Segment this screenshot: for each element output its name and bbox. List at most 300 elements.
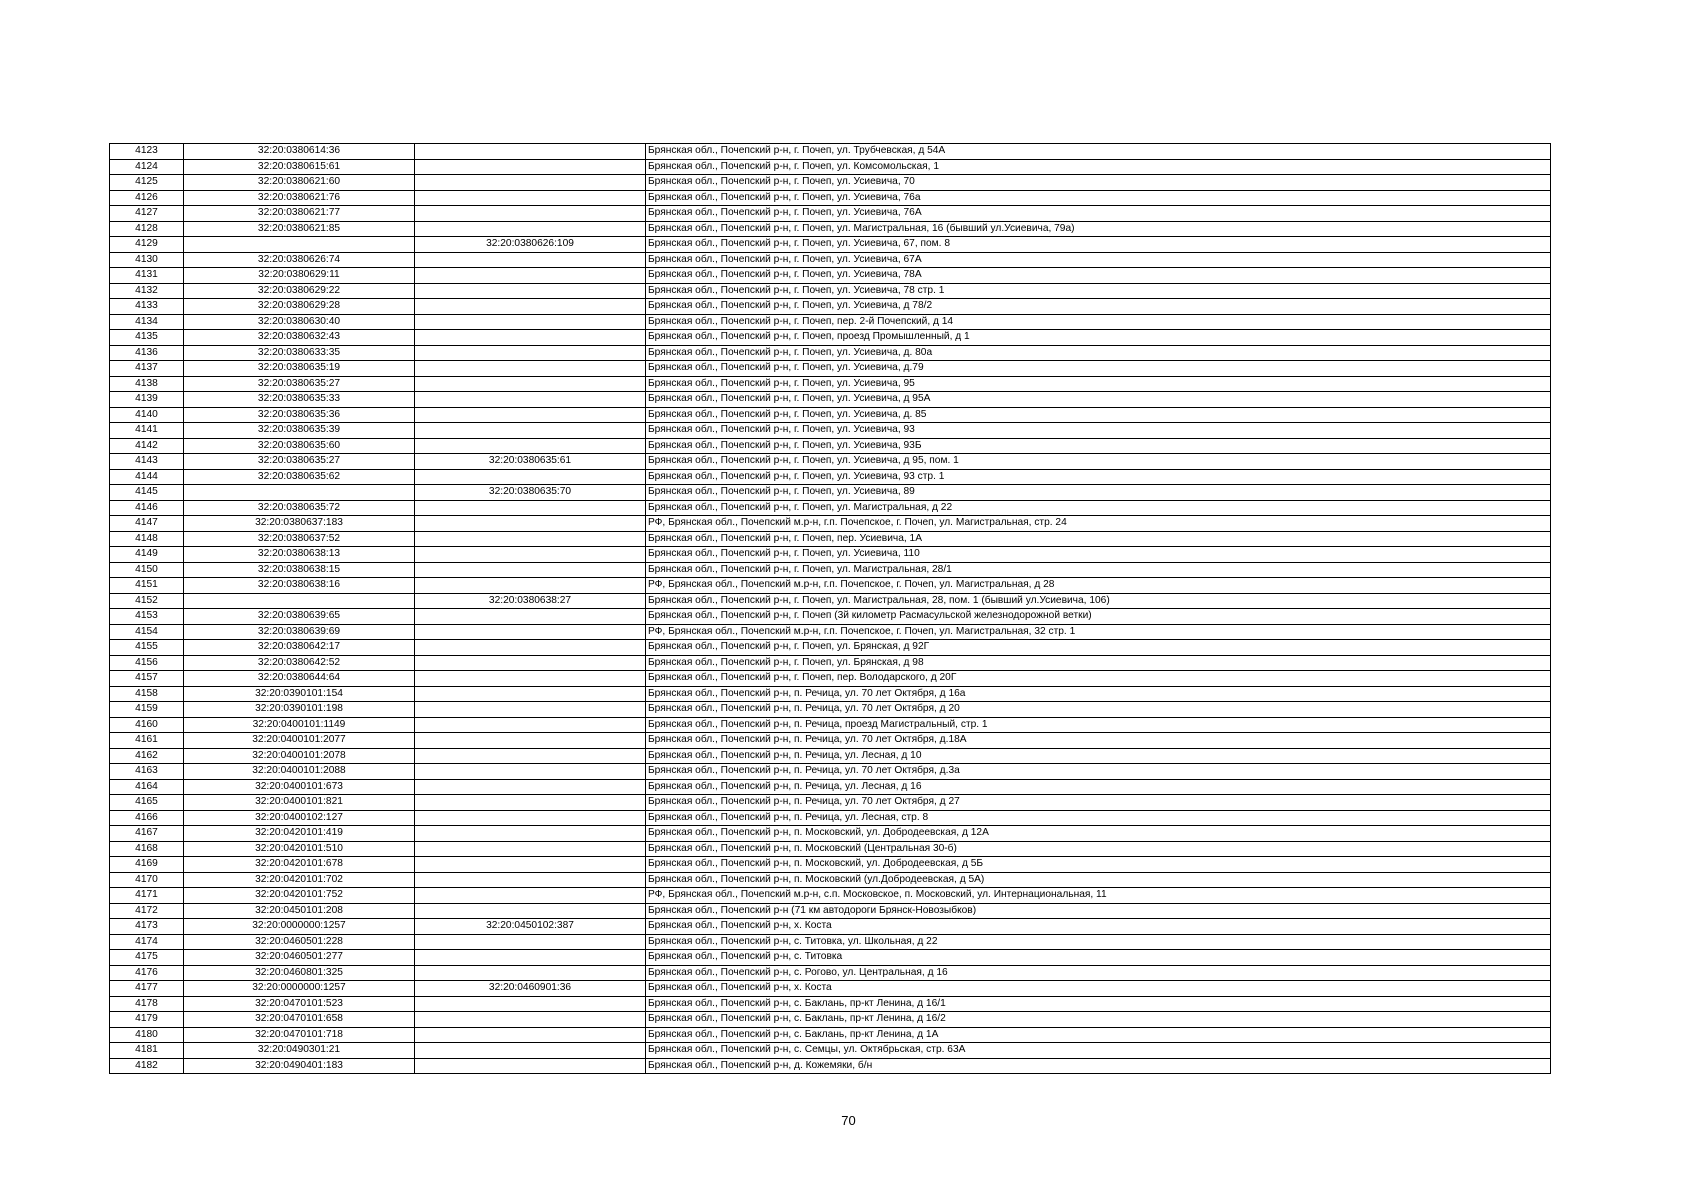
row-number-cell: 4140 (110, 407, 184, 423)
row-number-cell: 4144 (110, 469, 184, 485)
row-number-cell: 4168 (110, 841, 184, 857)
table-row (110, 609, 1551, 625)
table-row (110, 748, 1551, 764)
included-object-cadastral-cell (415, 283, 646, 299)
address-cell: Брянская обл., Почепский р-н, п. Речица, ул. 70 лет Октября, д 16а (646, 686, 1551, 702)
row-number-cell: 4159 (110, 702, 184, 718)
cadastral-number-cell: 32:20:0380635:19 (184, 361, 415, 377)
included-object-cadastral-cell (415, 531, 646, 547)
table-row (110, 485, 1551, 501)
address-cell: Брянская обл., Почепский р-н, с. Баклань, пр-кт Ленина, д 16/1 (646, 996, 1551, 1012)
table-row (110, 934, 1551, 950)
row-number-cell: 4152 (110, 593, 184, 609)
cadastral-number-cell: 32:20:0380615:61 (184, 159, 415, 175)
address-cell: Брянская обл., Почепский р-н, г. Почеп, ул. Брянская, д 98 (646, 655, 1551, 671)
cadastral-number-cell: 32:20:0380632:43 (184, 330, 415, 346)
address-cell: Брянская обл., Почепский р-н, г. Почеп, ул. Усиевича, 67А (646, 252, 1551, 268)
property-registry-table (109, 143, 1551, 1074)
table-row (110, 857, 1551, 873)
table-row (110, 438, 1551, 454)
table-row (110, 1043, 1551, 1059)
included-object-cadastral-cell (415, 469, 646, 485)
table-row (110, 903, 1551, 919)
address-cell: Брянская обл., Почепский р-н, г. Почеп, ул. Усиевича, д 95, пом. 1 (646, 454, 1551, 470)
row-number-cell: 4149 (110, 547, 184, 563)
included-object-cadastral-cell (415, 268, 646, 284)
included-object-cadastral-cell (415, 841, 646, 857)
table-row (110, 671, 1551, 687)
table-row (110, 330, 1551, 346)
cadastral-number-cell: 32:20:0400102:127 (184, 810, 415, 826)
address-cell: Брянская обл., Почепский р-н, с. Баклань, пр-кт Ленина, д 16/2 (646, 1012, 1551, 1028)
row-number-cell: 4141 (110, 423, 184, 439)
cadastral-number-cell: 32:20:0470101:523 (184, 996, 415, 1012)
cadastral-number-cell: 32:20:0380635:27 (184, 376, 415, 392)
address-cell: Брянская обл., Почепский р-н (71 км автодороги Брянск-Новозыбков) (646, 903, 1551, 919)
row-number-cell: 4182 (110, 1058, 184, 1074)
included-object-cadastral-cell (415, 330, 646, 346)
included-object-cadastral-cell: 32:20:0380638:27 (415, 593, 646, 609)
address-cell: Брянская обл., Почепский р-н, г. Почеп, ул. Брянская, д 92Г (646, 640, 1551, 656)
included-object-cadastral-cell (415, 175, 646, 191)
address-cell: Брянская обл., Почепский р-н, г. Почеп, ул. Усиевича, 78 стр. 1 (646, 283, 1551, 299)
row-number-cell: 4165 (110, 795, 184, 811)
row-number-cell: 4167 (110, 826, 184, 842)
row-number-cell: 4154 (110, 624, 184, 640)
row-number-cell: 4160 (110, 717, 184, 733)
included-object-cadastral-cell: 32:20:0380626:109 (415, 237, 646, 253)
address-cell: Брянская обл., Почепский р-н, д. Кожемяки, б/н (646, 1058, 1551, 1074)
address-cell: Брянская обл., Почепский р-н, г. Почеп, ул. Комсомольская, 1 (646, 159, 1551, 175)
table-row (110, 1012, 1551, 1028)
included-object-cadastral-cell: 32:20:0460901:36 (415, 981, 646, 997)
table-row (110, 252, 1551, 268)
included-object-cadastral-cell (415, 547, 646, 563)
cadastral-number-cell: 32:20:0460801:325 (184, 965, 415, 981)
row-number-cell: 4136 (110, 345, 184, 361)
row-number-cell: 4148 (110, 531, 184, 547)
table-row (110, 919, 1551, 935)
cadastral-number-cell: 32:20:0380635:33 (184, 392, 415, 408)
cadastral-number-cell: 32:20:0390101:198 (184, 702, 415, 718)
cadastral-number-cell: 32:20:0450101:208 (184, 903, 415, 919)
cadastral-number-cell: 32:20:0380635:72 (184, 500, 415, 516)
address-cell: Брянская обл., Почепский р-н, г. Почеп, ул. Трубчевская, д 54А (646, 144, 1551, 160)
cadastral-number-cell: 32:20:0000000:1257 (184, 981, 415, 997)
included-object-cadastral-cell (415, 361, 646, 377)
row-number-cell: 4173 (110, 919, 184, 935)
cadastral-number-cell: 32:20:0400101:2078 (184, 748, 415, 764)
cadastral-number-cell: 32:20:0380642:52 (184, 655, 415, 671)
cadastral-number-cell: 32:20:0460501:228 (184, 934, 415, 950)
address-cell: Брянская обл., Почепский р-н, г. Почеп, пер. Володарского, д 20Г (646, 671, 1551, 687)
cadastral-number-cell: 32:20:0380635:62 (184, 469, 415, 485)
table-row (110, 221, 1551, 237)
included-object-cadastral-cell (415, 206, 646, 222)
table-row (110, 562, 1551, 578)
address-cell: Брянская обл., Почепский р-н, г. Почеп (3й километр Расмасульской железнодорожной ветки) (646, 609, 1551, 625)
address-cell: Брянская обл., Почепский р-н, г. Почеп, ул. Усиевича, 70 (646, 175, 1551, 191)
cadastral-number-cell: 32:20:0380644:64 (184, 671, 415, 687)
row-number-cell: 4178 (110, 996, 184, 1012)
included-object-cadastral-cell (415, 1027, 646, 1043)
table-row (110, 578, 1551, 594)
table-row (110, 764, 1551, 780)
table-row (110, 175, 1551, 191)
table-row (110, 826, 1551, 842)
row-number-cell: 4126 (110, 190, 184, 206)
row-number-cell: 4164 (110, 779, 184, 795)
cadastral-number-cell: 32:20:0490301:21 (184, 1043, 415, 1059)
address-cell: Брянская обл., Почепский р-н, п. Московский, ул. Добродеевская, д 5Б (646, 857, 1551, 873)
included-object-cadastral-cell (415, 438, 646, 454)
address-cell: Брянская обл., Почепский р-н, г. Почеп, проезд Промышленный, д 1 (646, 330, 1551, 346)
included-object-cadastral-cell (415, 996, 646, 1012)
table-row (110, 407, 1551, 423)
included-object-cadastral-cell (415, 376, 646, 392)
table-row (110, 345, 1551, 361)
included-object-cadastral-cell (415, 764, 646, 780)
cadastral-number-cell: 32:20:0380633:35 (184, 345, 415, 361)
table-row (110, 423, 1551, 439)
included-object-cadastral-cell: 32:20:0450102:387 (415, 919, 646, 935)
included-object-cadastral-cell (415, 609, 646, 625)
cadastral-number-cell: 32:20:0420101:752 (184, 888, 415, 904)
included-object-cadastral-cell: 32:20:0380635:70 (415, 485, 646, 501)
row-number-cell: 4124 (110, 159, 184, 175)
cadastral-number-cell: 32:20:0380635:39 (184, 423, 415, 439)
cadastral-number-cell: 32:20:0490401:183 (184, 1058, 415, 1074)
row-number-cell: 4147 (110, 516, 184, 532)
cadastral-number-cell: 32:20:0380629:28 (184, 299, 415, 315)
table-row (110, 655, 1551, 671)
address-cell: Брянская обл., Почепский р-н, г. Почеп, ул. Усиевича, 95 (646, 376, 1551, 392)
included-object-cadastral-cell (415, 826, 646, 842)
table-row (110, 392, 1551, 408)
included-object-cadastral-cell (415, 686, 646, 702)
row-number-cell: 4171 (110, 888, 184, 904)
cadastral-number-cell: 32:20:0420101:678 (184, 857, 415, 873)
row-number-cell: 4174 (110, 934, 184, 950)
cadastral-number-cell (184, 485, 415, 501)
included-object-cadastral-cell (415, 965, 646, 981)
address-cell: РФ, Брянская обл., Почепский м.р-н, г.п. Почепское, г. Почеп, ул. Магистральная, 32 стр. 1 (646, 624, 1551, 640)
table-row (110, 237, 1551, 253)
address-cell: Брянская обл., Почепский р-н, г. Почеп, ул. Магистральная, 28, пом. 1 (бывший ул.Усиевича, 106) (646, 593, 1551, 609)
table-row (110, 593, 1551, 609)
included-object-cadastral-cell (415, 717, 646, 733)
table-row (110, 872, 1551, 888)
table-row (110, 810, 1551, 826)
address-cell: Брянская обл., Почепский р-н, г. Почеп, ул. Усиевича, д. 85 (646, 407, 1551, 423)
included-object-cadastral-cell (415, 702, 646, 718)
address-cell: Брянская обл., Почепский р-н, г. Почеп, ул. Усиевича, 76А (646, 206, 1551, 222)
included-object-cadastral-cell (415, 810, 646, 826)
row-number-cell: 4151 (110, 578, 184, 594)
table-row (110, 733, 1551, 749)
address-cell: Брянская обл., Почепский р-н, п. Речица, ул. 70 лет Октября, д.3а (646, 764, 1551, 780)
included-object-cadastral-cell (415, 500, 646, 516)
table-body (110, 144, 1551, 1074)
address-cell: Брянская обл., Почепский р-н, г. Почеп, ул. Усиевича, д. 80а (646, 345, 1551, 361)
cadastral-number-cell: 32:20:0380614:36 (184, 144, 415, 160)
included-object-cadastral-cell (415, 795, 646, 811)
address-cell: Брянская обл., Почепский р-н, п. Речица, ул. Лесная, стр. 8 (646, 810, 1551, 826)
cadastral-number-cell: 32:20:0400101:2077 (184, 733, 415, 749)
cadastral-number-cell: 32:20:0420101:419 (184, 826, 415, 842)
row-number-cell: 4139 (110, 392, 184, 408)
included-object-cadastral-cell (415, 345, 646, 361)
table-row (110, 981, 1551, 997)
included-object-cadastral-cell (415, 407, 646, 423)
table-row (110, 1058, 1551, 1074)
included-object-cadastral-cell (415, 872, 646, 888)
cadastral-number-cell: 32:20:0380639:65 (184, 609, 415, 625)
row-number-cell: 4156 (110, 655, 184, 671)
row-number-cell: 4177 (110, 981, 184, 997)
table-row (110, 283, 1551, 299)
included-object-cadastral-cell (415, 1058, 646, 1074)
table-row (110, 454, 1551, 470)
row-number-cell: 4134 (110, 314, 184, 330)
row-number-cell: 4143 (110, 454, 184, 470)
row-number-cell: 4128 (110, 221, 184, 237)
table-row (110, 640, 1551, 656)
cadastral-number-cell: 32:20:0380626:74 (184, 252, 415, 268)
included-object-cadastral-cell (415, 299, 646, 315)
table-row (110, 686, 1551, 702)
cadastral-number-cell (184, 593, 415, 609)
included-object-cadastral-cell (415, 934, 646, 950)
table-row (110, 299, 1551, 315)
included-object-cadastral-cell (415, 779, 646, 795)
cadastral-number-cell: 32:20:0400101:821 (184, 795, 415, 811)
cadastral-number-cell: 32:20:0380621:76 (184, 190, 415, 206)
included-object-cadastral-cell (415, 392, 646, 408)
included-object-cadastral-cell (415, 950, 646, 966)
row-number-cell: 4145 (110, 485, 184, 501)
row-number-cell: 4150 (110, 562, 184, 578)
address-cell: Брянская обл., Почепский р-н, с. Рогово, ул. Центральная, д 16 (646, 965, 1551, 981)
table-row (110, 361, 1551, 377)
address-cell: Брянская обл., Почепский р-н, г. Почеп, ул. Усиевича, 110 (646, 547, 1551, 563)
address-cell: Брянская обл., Почепский р-н, г. Почеп, ул. Усиевича, 76а (646, 190, 1551, 206)
cadastral-number-cell: 32:20:0380635:36 (184, 407, 415, 423)
table-row (110, 1027, 1551, 1043)
address-cell: Брянская обл., Почепский р-н, п. Московский, ул. Добродеевская, д 12А (646, 826, 1551, 842)
address-cell: Брянская обл., Почепский р-н, г. Почеп, ул. Усиевича, д 95А (646, 392, 1551, 408)
cadastral-number-cell: 32:20:0380637:183 (184, 516, 415, 532)
row-number-cell: 4166 (110, 810, 184, 826)
row-number-cell: 4142 (110, 438, 184, 454)
table-row (110, 159, 1551, 175)
table-row (110, 779, 1551, 795)
address-cell: Брянская обл., Почепский р-н, п. Речица, ул. 70 лет Октября, д 27 (646, 795, 1551, 811)
table-row (110, 841, 1551, 857)
address-cell: РФ, Брянская обл., Почепский м.р-н, г.п. Почепское, г. Почеп, ул. Магистральная, стр. 24 (646, 516, 1551, 532)
included-object-cadastral-cell (415, 624, 646, 640)
address-cell: Брянская обл., Почепский р-н, с. Титовка, ул. Школьная, д 22 (646, 934, 1551, 950)
table-row (110, 888, 1551, 904)
included-object-cadastral-cell (415, 733, 646, 749)
cadastral-number-cell: 32:20:0380629:22 (184, 283, 415, 299)
table-row (110, 547, 1551, 563)
table-row (110, 190, 1551, 206)
cadastral-number-cell: 32:20:0380642:17 (184, 640, 415, 656)
address-cell: Брянская обл., Почепский р-н, г. Почеп, ул. Усиевича, 93Б (646, 438, 1551, 454)
included-object-cadastral-cell (415, 1043, 646, 1059)
cadastral-number-cell: 32:20:0420101:702 (184, 872, 415, 888)
address-cell: Брянская обл., Почепский р-н, г. Почеп, ул. Усиевича, 78А (646, 268, 1551, 284)
included-object-cadastral-cell (415, 640, 646, 656)
table-row (110, 314, 1551, 330)
address-cell: Брянская обл., Почепский р-н, г. Почеп, ул. Усиевича, 89 (646, 485, 1551, 501)
table-row (110, 702, 1551, 718)
cadastral-number-cell: 32:20:0380630:40 (184, 314, 415, 330)
address-cell: Брянская обл., Почепский р-н, п. Речица, ул. Лесная, д 16 (646, 779, 1551, 795)
included-object-cadastral-cell (415, 516, 646, 532)
cadastral-number-cell: 32:20:0380629:11 (184, 268, 415, 284)
address-cell: Брянская обл., Почепский р-н, г. Почеп, ул. Усиевича, 93 стр. 1 (646, 469, 1551, 485)
cadastral-number-cell: 32:20:0400101:1149 (184, 717, 415, 733)
included-object-cadastral-cell: 32:20:0380635:61 (415, 454, 646, 470)
address-cell: Брянская обл., Почепский р-н, п. Речица, ул. Лесная, д 10 (646, 748, 1551, 764)
included-object-cadastral-cell (415, 221, 646, 237)
address-cell: Брянская обл., Почепский р-н, г. Почеп, ул. Магистральная, 16 (бывший ул.Усиевича, 79а) (646, 221, 1551, 237)
cadastral-number-cell: 32:20:0380639:69 (184, 624, 415, 640)
row-number-cell: 4172 (110, 903, 184, 919)
row-number-cell: 4181 (110, 1043, 184, 1059)
row-number-cell: 4170 (110, 872, 184, 888)
row-number-cell: 4162 (110, 748, 184, 764)
row-number-cell: 4131 (110, 268, 184, 284)
address-cell: Брянская обл., Почепский р-н, п. Речица, проезд Магистральный, стр. 1 (646, 717, 1551, 733)
cadastral-number-cell: 32:20:0380637:52 (184, 531, 415, 547)
included-object-cadastral-cell (415, 314, 646, 330)
row-number-cell: 4180 (110, 1027, 184, 1043)
row-number-cell: 4176 (110, 965, 184, 981)
address-cell: Брянская обл., Почепский р-н, с. Семцы, ул. Октябрьская, стр. 63А (646, 1043, 1551, 1059)
address-cell: РФ, Брянская обл., Почепский м.р-н, г.п. Почепское, г. Почеп, ул. Магистральная, д 28 (646, 578, 1551, 594)
row-number-cell: 4132 (110, 283, 184, 299)
cadastral-number-cell: 32:20:0380621:85 (184, 221, 415, 237)
table-row (110, 965, 1551, 981)
address-cell: Брянская обл., Почепский р-н, г. Почеп, ул. Усиевича, 93 (646, 423, 1551, 439)
row-number-cell: 4137 (110, 361, 184, 377)
row-number-cell: 4155 (110, 640, 184, 656)
row-number-cell: 4127 (110, 206, 184, 222)
table-row (110, 268, 1551, 284)
included-object-cadastral-cell (415, 748, 646, 764)
cadastral-number-cell: 32:20:0380621:77 (184, 206, 415, 222)
table-row (110, 469, 1551, 485)
row-number-cell: 4133 (110, 299, 184, 315)
cadastral-number-cell: 32:20:0420101:510 (184, 841, 415, 857)
address-cell: Брянская обл., Почепский р-н, г. Почеп, ул. Магистральная, д 22 (646, 500, 1551, 516)
included-object-cadastral-cell (415, 1012, 646, 1028)
address-cell: Брянская обл., Почепский р-н, п. Московский (ул.Добродеевская, д 5А) (646, 872, 1551, 888)
table-row (110, 717, 1551, 733)
included-object-cadastral-cell (415, 671, 646, 687)
cadastral-number-cell: 32:20:0400101:673 (184, 779, 415, 795)
table-row (110, 516, 1551, 532)
row-number-cell: 4169 (110, 857, 184, 873)
cadastral-number-cell: 32:20:0390101:154 (184, 686, 415, 702)
row-number-cell: 4135 (110, 330, 184, 346)
row-number-cell: 4130 (110, 252, 184, 268)
address-cell: Брянская обл., Почепский р-н, г. Почеп, ул. Магистральная, 28/1 (646, 562, 1551, 578)
cadastral-number-cell: 32:20:0460501:277 (184, 950, 415, 966)
included-object-cadastral-cell (415, 888, 646, 904)
row-number-cell: 4158 (110, 686, 184, 702)
address-cell: Брянская обл., Почепский р-н, п. Речица, ул. 70 лет Октября, д.18А (646, 733, 1551, 749)
cadastral-number-cell: 32:20:0380638:16 (184, 578, 415, 594)
row-number-cell: 4146 (110, 500, 184, 516)
included-object-cadastral-cell (415, 190, 646, 206)
address-cell: Брянская обл., Почепский р-н, х. Коста (646, 919, 1551, 935)
cadastral-number-cell: 32:20:0380621:60 (184, 175, 415, 191)
address-cell: Брянская обл., Почепский р-н, г. Почеп, пер. Усиевича, 1А (646, 531, 1551, 547)
included-object-cadastral-cell (415, 655, 646, 671)
included-object-cadastral-cell (415, 252, 646, 268)
table-row (110, 996, 1551, 1012)
page-number: 70 (841, 1113, 856, 1128)
row-number-cell: 4125 (110, 175, 184, 191)
cadastral-number-cell: 32:20:0380635:27 (184, 454, 415, 470)
row-number-cell: 4161 (110, 733, 184, 749)
included-object-cadastral-cell (415, 578, 646, 594)
included-object-cadastral-cell (415, 144, 646, 160)
cadastral-number-cell (184, 237, 415, 253)
row-number-cell: 4157 (110, 671, 184, 687)
row-number-cell: 4175 (110, 950, 184, 966)
table-row (110, 144, 1551, 160)
table-row (110, 795, 1551, 811)
row-number-cell: 4153 (110, 609, 184, 625)
table-row (110, 624, 1551, 640)
cadastral-number-cell: 32:20:0470101:658 (184, 1012, 415, 1028)
row-number-cell: 4129 (110, 237, 184, 253)
address-cell: Брянская обл., Почепский р-н, п. Московский (Центральная 30-б) (646, 841, 1551, 857)
address-cell: Брянская обл., Почепский р-н, с. Баклань, пр-кт Ленина, д 1А (646, 1027, 1551, 1043)
address-cell: Брянская обл., Почепский р-н, х. Коста (646, 981, 1551, 997)
row-number-cell: 4163 (110, 764, 184, 780)
row-number-cell: 4179 (110, 1012, 184, 1028)
address-cell: РФ, Брянская обл., Почепский м.р-н, с.п. Московское, п. Московский, ул. Интернациональная, 11 (646, 888, 1551, 904)
cadastral-number-cell: 32:20:0000000:1257 (184, 919, 415, 935)
included-object-cadastral-cell (415, 423, 646, 439)
row-number-cell: 4123 (110, 144, 184, 160)
included-object-cadastral-cell (415, 857, 646, 873)
cadastral-number-cell: 32:20:0400101:2088 (184, 764, 415, 780)
table-row (110, 950, 1551, 966)
table-row (110, 206, 1551, 222)
address-cell: Брянская обл., Почепский р-н, с. Титовка (646, 950, 1551, 966)
address-cell: Брянская обл., Почепский р-н, г. Почеп, ул. Усиевича, д 78/2 (646, 299, 1551, 315)
included-object-cadastral-cell (415, 159, 646, 175)
cadastral-number-cell: 32:20:0470101:718 (184, 1027, 415, 1043)
included-object-cadastral-cell (415, 562, 646, 578)
cadastral-number-cell: 32:20:0380635:60 (184, 438, 415, 454)
address-cell: Брянская обл., Почепский р-н, г. Почеп, ул. Усиевича, 67, пом. 8 (646, 237, 1551, 253)
table-row (110, 500, 1551, 516)
address-cell: Брянская обл., Почепский р-н, г. Почеп, ул. Усиевича, д.79 (646, 361, 1551, 377)
cadastral-number-cell: 32:20:0380638:15 (184, 562, 415, 578)
cadastral-number-cell: 32:20:0380638:13 (184, 547, 415, 563)
address-cell: Брянская обл., Почепский р-н, п. Речица, ул. 70 лет Октября, д 20 (646, 702, 1551, 718)
table-row (110, 376, 1551, 392)
included-object-cadastral-cell (415, 903, 646, 919)
